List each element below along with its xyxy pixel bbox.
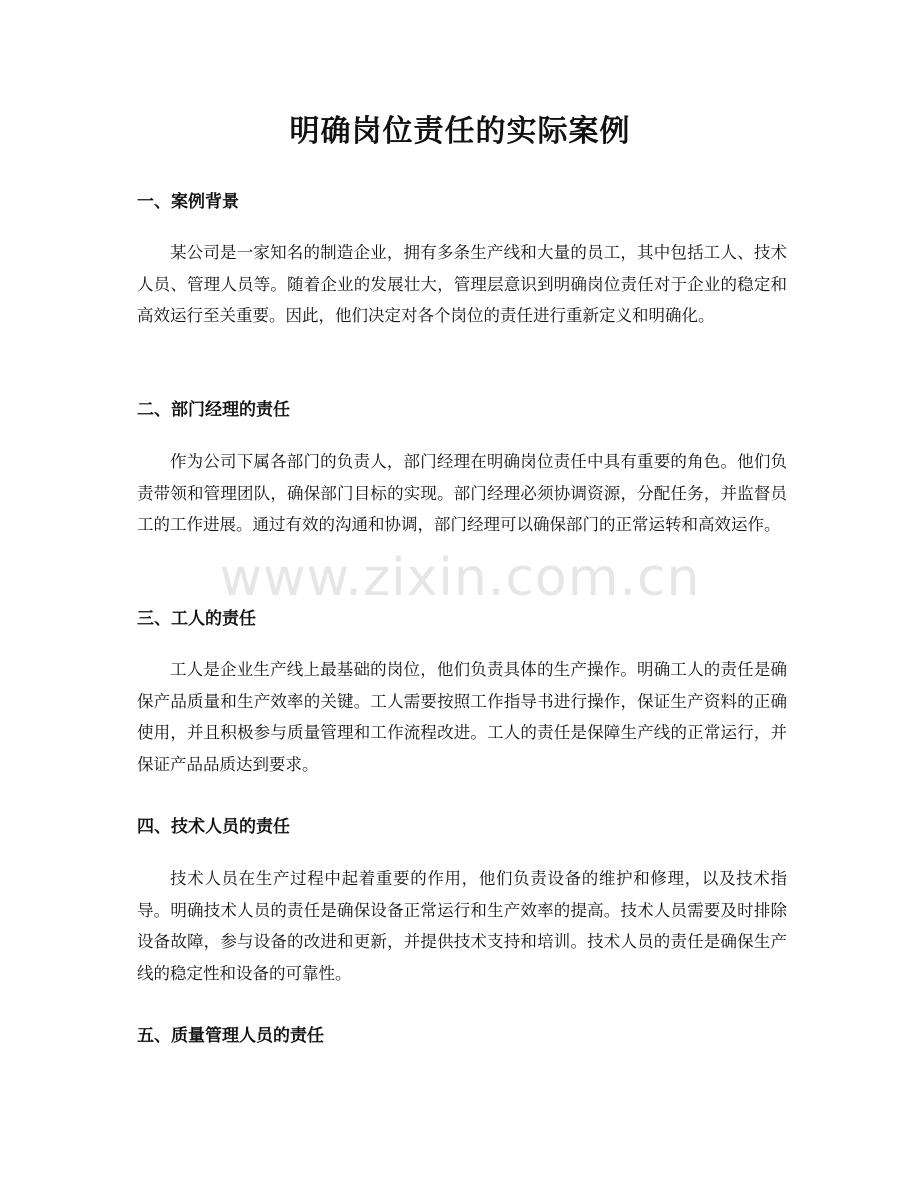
section-paragraph-background: 某公司是一家知名的制造企业，拥有多条生产线和大量的员工，其中包括工人、技术人员、管理人员等。随着企业的发展壮大，管理层意识到明确岗位责任对于企业的稳定和高效运行至关重要。因此，他们决定对各个岗位的责任进行重新定义和明确化。 bbox=[137, 243, 787, 325]
document-title: 明确岗位责任的实际案例 bbox=[289, 114, 631, 149]
watermark: www.zixin.com.cn bbox=[219, 548, 701, 608]
section-heading-quality-management: 五、质量管理人员的责任 bbox=[137, 1026, 324, 1046]
section-heading-workers: 三、工人的责任 bbox=[137, 609, 256, 629]
section-paragraph-technical-staff: 技术人员在生产过程中起着重要的作用，他们负责设备的维护和修理，以及技术指导。明确技术人员的责任是确保设备正常运行和生产效率的提高。技术人员需要及时排除设备故障，参与设备的改进和更新，并提供技术支持和培训。技术人员的责任是确保生产线的稳定性和设备的可靠性。 bbox=[137, 869, 787, 983]
section-heading-department-manager: 二、部门经理的责任 bbox=[137, 400, 290, 420]
section-heading-background: 一、案例背景 bbox=[137, 192, 239, 212]
section-paragraph-department-manager: 作为公司下属各部门的负责人，部门经理在明确岗位责任中具有重要的角色。他们负责带领和管理团队，确保部门目标的实现。部门经理必须协调资源，分配任务，并监督员工的工作进展。通过有效的沟通和协调，部门经理可以确保部门的正常运转和高效运作。 bbox=[137, 452, 787, 534]
section-heading-technical-staff: 四、技术人员的责任 bbox=[137, 817, 290, 837]
section-paragraph-workers: 工人是企业生产线上最基础的岗位，他们负责具体的生产操作。明确工人的责任是确保产品质量和生产效率的关键。工人需要按照工作指导书进行操作，保证生产资料的正确使用，并且积极参与质量管理和工作流程改进。工人的责任是保障生产线的正常运行，并保证产品品质达到要求。 bbox=[137, 660, 787, 774]
